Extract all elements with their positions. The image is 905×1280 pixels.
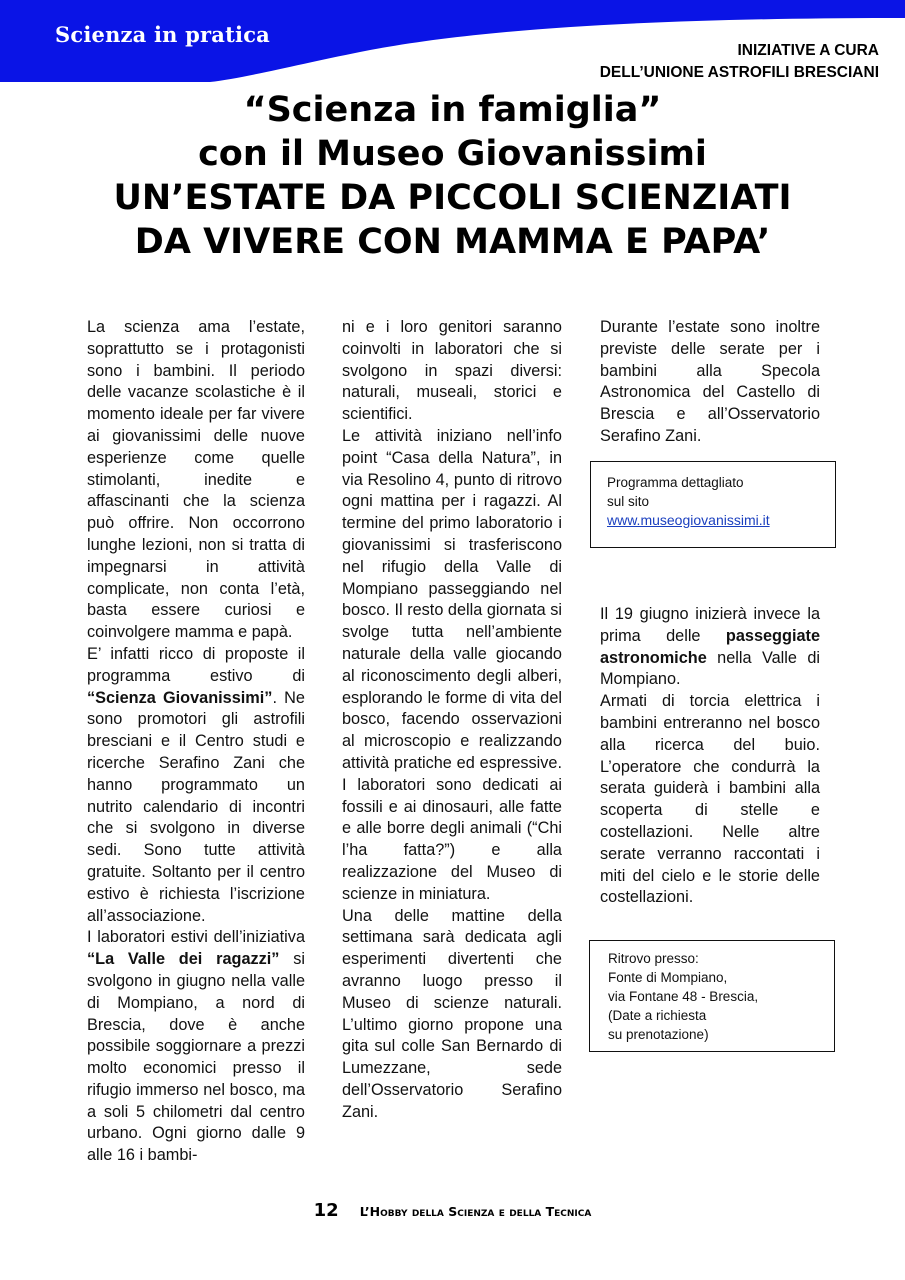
headline-line-3: UN’ESTATE DA PICCOLI SCIENZIATI	[113, 178, 792, 218]
info-box-program	[590, 461, 836, 548]
paragraph	[600, 604, 820, 691]
text-run: . Ne sono promotori gli astrofili bresciani e il Centro studi e ricerche Serafino Zani che hanno programmato un nutrito calendario di incontri che si svolgono in diverse sedi. Sono tutte attività gratuite. Soltanto per il centro estivo è richiesta l’iscrizione all’associazione.	[87, 688, 305, 925]
magazine-name: L’Hobby della Scienza e della Tecnica	[359, 1204, 592, 1219]
paragraph: La scienza ama l’estate, soprattutto se i protagonisti sono i bambini. Il periodo delle vacanze scolastiche è il momento ideale per far vivere ai giovanissimi delle nuove esperienze come quelle stimolanti, inedite e affascinanti che la scienza può offrire. Non occorrono lunghe lezioni, non si tratta di impegnarsi in attività complicate, non conta l’età, basta essere curiosi e coinvolgere mamma e papà.	[87, 318, 305, 642]
headline-line-4: DA VIVERE CON MAMMA E PAPA’	[134, 222, 771, 262]
box-text: (Date a richiesta	[608, 1008, 707, 1023]
text-run: I laboratori estivi dell’iniziativa	[87, 928, 305, 947]
section-label: Scienza in pratica	[55, 22, 270, 47]
text-run: nella Valle di Mompiano.	[600, 648, 820, 689]
paragraph: Durante l’estate sono inoltre previste delle serate per i bambini alla Specola Astronomica del Castello di Brescia e all’Osservatorio Serafino Zani.	[600, 318, 820, 445]
article-column-3-continued	[600, 604, 820, 909]
page-footer	[0, 1200, 905, 1221]
paragraph: Le attività iniziano nell’info point “Casa della Natura”, in via Resolino 4, punto di ritrovo ogni mattina per i ragazzi. Al termine del primo laboratorio i giovanissimi si trasferiscono nel rifugio della Valle di Mompiano passeggiando nel bosco. Il resto della giornata si svolge tutta nell’ambiente naturale della valle giocando al riconoscimento degli alberi, esplorando le forme di vita del bosco, facendo osservazioni al microscopio e realizzando attività pratiche ed espressive. I laboratori sono dedicati ai fossili e ai dinosauri, alle fatte e alle borre degli animali (“Chi l’ha fatta?”) e alla realizzazione del Museo di scienze in miniatura.	[342, 426, 562, 903]
info-box-meeting	[589, 940, 835, 1052]
box-text: sul sito	[607, 494, 650, 509]
headline	[0, 88, 905, 264]
kicker	[600, 40, 879, 84]
text-run: si svolgono in giugno nella valle di Mompiano, a nord di Brescia, dove è anche possibile soggiornare a prezzi molto economici presso il rifugio immerso nel bosco, ma a soli 5 chilometri dal centro urbano. Ogni giorno dalle 9 alle 16 i bambi-	[87, 950, 305, 1165]
page-number: 12	[313, 1200, 339, 1221]
kicker-line-1: INIZIATIVE A CURA	[737, 42, 879, 59]
paragraph	[87, 927, 305, 1167]
headline-line-2: con il Museo Giovanissimi	[198, 134, 707, 174]
box-text: Ritrovo presso:	[608, 951, 699, 966]
box-text: Programma dettagliato	[607, 475, 744, 490]
box-text: via Fontane 48 - Brescia,	[608, 989, 759, 1004]
paragraph: ni e i loro genitori saranno coinvolti in laboratori che si svolgono in spazi diversi: naturali, museali, storici e scientifici.	[342, 318, 562, 424]
website-link[interactable]: www.museogiovanissimi.it	[607, 512, 770, 528]
headline-line-1: “Scienza in famiglia”	[243, 90, 662, 130]
paragraph: Una delle mattine della settimana sarà dedicata agli esperimenti divertenti che avranno luogo presso il Museo di scienze naturali. L’ultimo giorno propone una gita sul colle San Bernardo di Lumezzane, sede dell’Osservatorio Serafino Zani.	[342, 906, 562, 1121]
text-run: E’ infatti ricco di proposte il programma estivo di	[87, 644, 305, 685]
article-column-3	[600, 317, 820, 448]
paragraph	[87, 644, 305, 927]
kicker-line-2: DELL’UNIONE ASTROFILI BRESCIANI	[599, 64, 879, 81]
article-column-1	[87, 317, 305, 1167]
text-run: Il 19 giugno inizierà invece la prima delle	[600, 605, 820, 645]
bold-text: passeggiate astronomiche	[600, 626, 821, 667]
bold-text: “Scienza Giovanissimi”	[87, 688, 273, 707]
article-column-2	[342, 317, 562, 1123]
box-text: Fonte di Mompiano,	[608, 970, 728, 985]
paragraph: Armati di torcia elettrica i bambini entreranno nel bosco alla ricerca del buio. L’operatore che condurrà la serata guiderà i bambini alla scoperta di stelle e costellazioni. Nelle altre serate verranno raccontati i miti del cielo e le storie delle costellazioni.	[600, 692, 820, 907]
bold-text: “La Valle dei ragazzi”	[87, 950, 280, 969]
box-text: su prenotazione)	[608, 1027, 709, 1042]
